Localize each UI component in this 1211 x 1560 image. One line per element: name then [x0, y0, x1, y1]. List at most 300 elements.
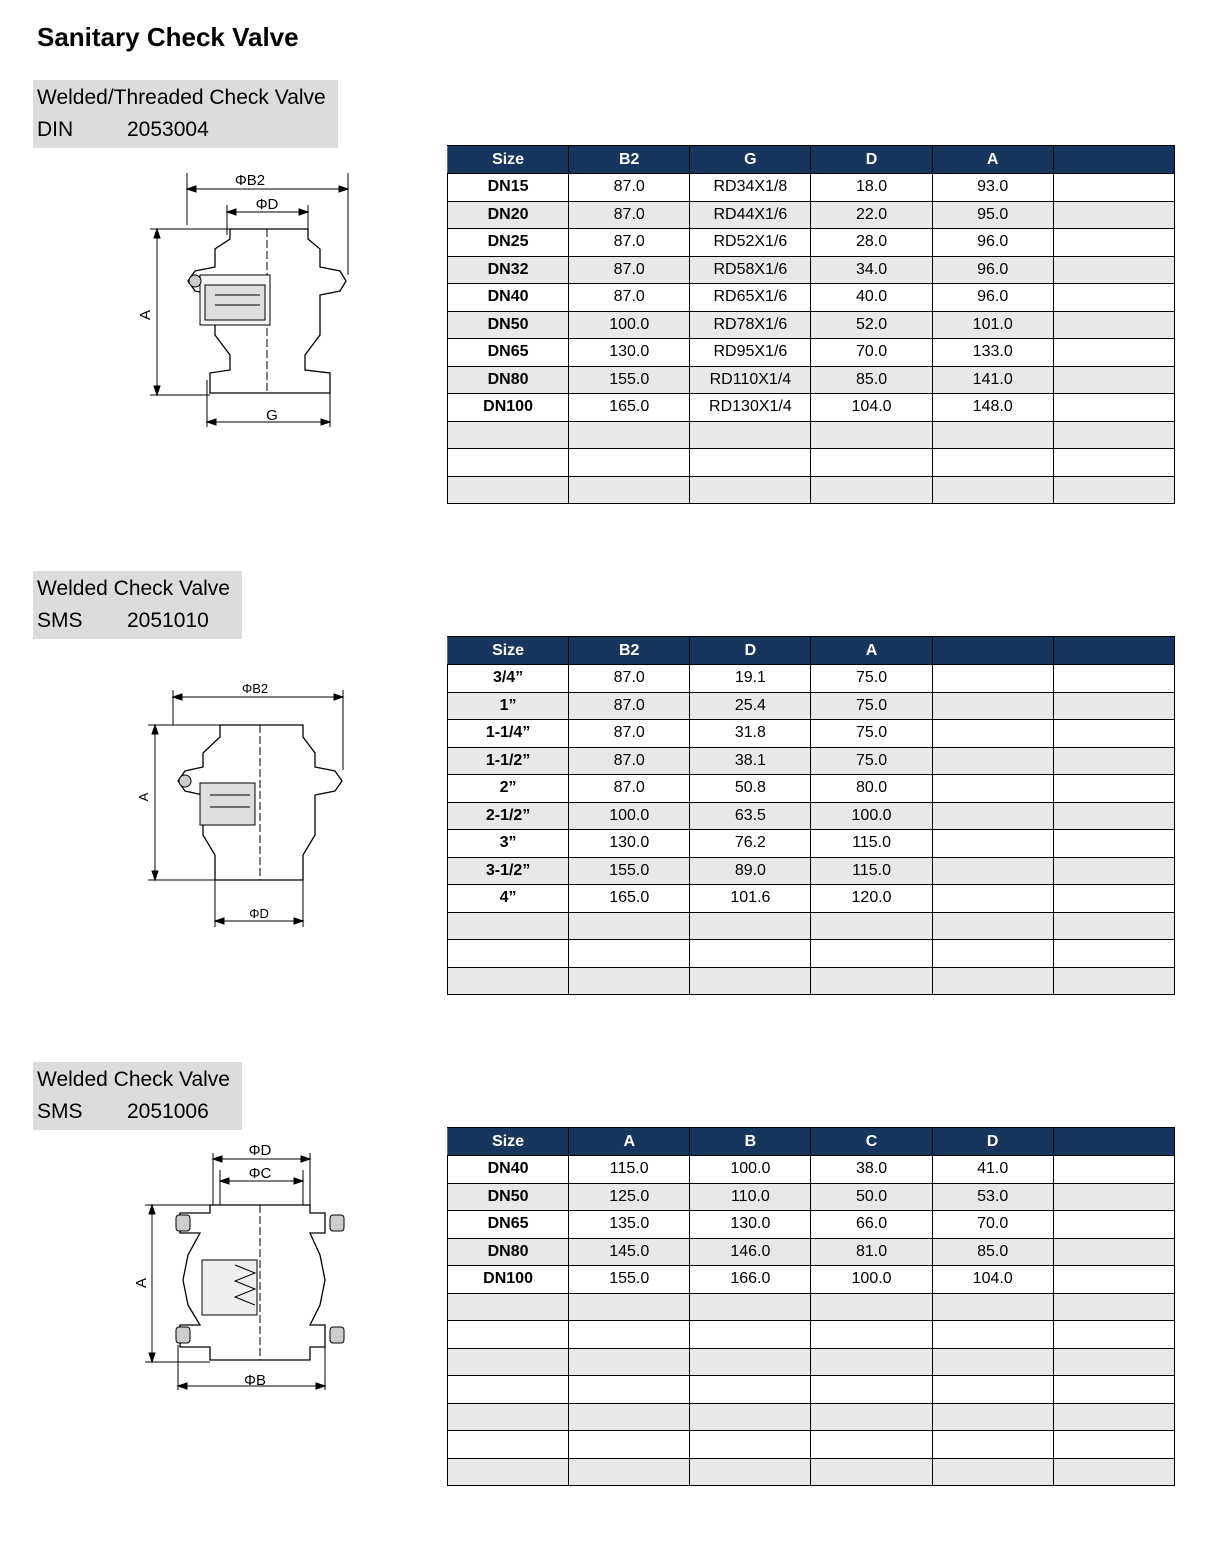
table-cell: 100.0 — [690, 1156, 811, 1184]
table-cell — [811, 449, 932, 477]
valve-drawing-sms-2051006 — [130, 1135, 360, 1395]
table-cell — [1053, 830, 1174, 858]
size-cell — [448, 449, 569, 477]
table-cell: 81.0 — [811, 1238, 932, 1266]
table-cell: 87.0 — [569, 692, 690, 720]
table-cell: 96.0 — [932, 284, 1053, 312]
table-cell: 110.0 — [690, 1183, 811, 1211]
column-header: Size — [448, 146, 569, 174]
size-cell — [448, 421, 569, 449]
size-cell — [448, 1293, 569, 1321]
table-cell: 101.0 — [932, 311, 1053, 339]
table-cell: 50.8 — [690, 775, 811, 803]
table-cell — [1053, 1458, 1174, 1486]
table-cell — [569, 912, 690, 940]
table-cell: 145.0 — [569, 1238, 690, 1266]
column-header: D — [690, 637, 811, 665]
table-row — [448, 967, 1175, 995]
label-a: A — [136, 792, 151, 802]
section-standard: SMS — [37, 1100, 83, 1123]
table-cell: 125.0 — [569, 1183, 690, 1211]
table-cell: RD52X1/6 — [690, 229, 811, 257]
size-cell — [448, 1321, 569, 1349]
table-cell: 38.0 — [811, 1156, 932, 1184]
table-cell: 155.0 — [569, 1266, 690, 1294]
column-header — [932, 637, 1053, 665]
size-cell: DN80 — [448, 1238, 569, 1266]
table-cell — [1053, 692, 1174, 720]
table-cell: 100.0 — [811, 1266, 932, 1294]
table-row — [448, 421, 1175, 449]
table-row — [448, 1431, 1175, 1459]
table-cell — [932, 1321, 1053, 1349]
table-cell — [1053, 366, 1174, 394]
table-cell — [1053, 1183, 1174, 1211]
table-cell — [932, 885, 1053, 913]
valve-drawing-din — [130, 165, 360, 430]
table-cell — [932, 720, 1053, 748]
section-code: 2051006 — [127, 1100, 209, 1123]
table-cell — [569, 449, 690, 477]
size-cell: DN100 — [448, 394, 569, 422]
table-cell: 25.4 — [690, 692, 811, 720]
table-cell — [569, 1376, 690, 1404]
table-cell: 104.0 — [932, 1266, 1053, 1294]
table-cell — [811, 476, 932, 504]
table-cell: 87.0 — [569, 256, 690, 284]
table-cell — [1053, 421, 1174, 449]
table-row — [448, 284, 1175, 312]
table-cell — [1053, 449, 1174, 477]
table-cell: RD78X1/6 — [690, 311, 811, 339]
label-a: A — [133, 1277, 150, 1289]
table-cell: 76.2 — [690, 830, 811, 858]
size-cell: DN50 — [448, 1183, 569, 1211]
column-header: A — [811, 637, 932, 665]
table-cell: 115.0 — [569, 1156, 690, 1184]
table-cell: 75.0 — [811, 665, 932, 693]
table-cell — [569, 1348, 690, 1376]
table-row — [448, 1266, 1175, 1294]
table-cell — [811, 940, 932, 968]
size-cell — [448, 476, 569, 504]
table-cell: 96.0 — [932, 229, 1053, 257]
size-cell: 4” — [448, 885, 569, 913]
table-cell — [1053, 775, 1174, 803]
table-cell — [1053, 1431, 1174, 1459]
table-cell — [1053, 476, 1174, 504]
table-cell — [690, 1348, 811, 1376]
table-row — [448, 912, 1175, 940]
table-row — [448, 1458, 1175, 1486]
table-row — [448, 720, 1175, 748]
section-name: Welded Check Valve — [37, 577, 230, 600]
size-cell — [448, 1376, 569, 1404]
table-row — [448, 1211, 1175, 1239]
size-cell: DN100 — [448, 1266, 569, 1294]
table-cell — [1053, 201, 1174, 229]
table-cell: 155.0 — [569, 366, 690, 394]
table-cell: RD130X1/4 — [690, 394, 811, 422]
table-cell — [569, 1321, 690, 1349]
table-cell — [932, 967, 1053, 995]
table-cell — [811, 912, 932, 940]
table-cell: 50.0 — [811, 1183, 932, 1211]
table-cell — [569, 1458, 690, 1486]
table-cell: 75.0 — [811, 747, 932, 775]
table-cell — [932, 747, 1053, 775]
table-cell — [932, 912, 1053, 940]
section-name: Welded Check Valve — [37, 1068, 230, 1091]
table-cell — [1053, 1266, 1174, 1294]
table-cell — [1053, 1211, 1174, 1239]
table-cell: 87.0 — [569, 665, 690, 693]
column-header: G — [690, 146, 811, 174]
table-row — [448, 1293, 1175, 1321]
table-cell — [690, 1431, 811, 1459]
table-cell: 165.0 — [569, 885, 690, 913]
size-cell: DN50 — [448, 311, 569, 339]
table-cell: 148.0 — [932, 394, 1053, 422]
table-cell: 104.0 — [811, 394, 932, 422]
spec-table-sms-2051010 — [447, 636, 1175, 995]
size-cell — [448, 1458, 569, 1486]
table-cell — [932, 692, 1053, 720]
table-cell: RD110X1/4 — [690, 366, 811, 394]
table-cell — [811, 1403, 932, 1431]
table-cell — [811, 967, 932, 995]
table-cell: 28.0 — [811, 229, 932, 257]
table-cell — [569, 967, 690, 995]
column-header: D — [932, 1128, 1053, 1156]
table-cell — [932, 830, 1053, 858]
label-g: G — [266, 407, 278, 424]
table-row — [448, 747, 1175, 775]
section-standard: DIN — [37, 118, 74, 141]
table-row — [448, 256, 1175, 284]
table-cell — [1053, 747, 1174, 775]
table-cell — [569, 1403, 690, 1431]
table-row — [448, 311, 1175, 339]
label-b2: ΦB2 — [234, 172, 266, 189]
table-cell — [932, 1376, 1053, 1404]
table-row — [448, 1403, 1175, 1431]
size-cell: 2-1/2” — [448, 802, 569, 830]
size-cell: 3-1/2” — [448, 857, 569, 885]
size-cell: 1” — [448, 692, 569, 720]
table-cell — [1053, 1293, 1174, 1321]
label-c: ΦC — [248, 1165, 272, 1182]
table-cell — [1053, 1238, 1174, 1266]
column-header: A — [569, 1128, 690, 1156]
section-label-sms-2051006 — [33, 1062, 242, 1130]
table-cell — [569, 1431, 690, 1459]
table-cell: 115.0 — [811, 830, 932, 858]
column-header: Size — [448, 1128, 569, 1156]
table-cell — [932, 665, 1053, 693]
table-cell: 100.0 — [569, 311, 690, 339]
table-cell: RD95X1/6 — [690, 339, 811, 367]
table-row — [448, 940, 1175, 968]
column-header: Size — [448, 637, 569, 665]
table-cell — [1053, 912, 1174, 940]
size-cell: DN32 — [448, 256, 569, 284]
table-cell: 18.0 — [811, 174, 932, 202]
table-cell: RD58X1/6 — [690, 256, 811, 284]
table-row — [448, 229, 1175, 257]
table-cell — [932, 775, 1053, 803]
column-header: B2 — [569, 146, 690, 174]
table-cell — [690, 912, 811, 940]
label-b2: ΦB2 — [241, 681, 269, 696]
table-row — [448, 802, 1175, 830]
table-cell — [932, 1293, 1053, 1321]
table-cell — [1053, 1376, 1174, 1404]
table-cell — [1053, 284, 1174, 312]
table-cell — [690, 1403, 811, 1431]
size-cell: 2” — [448, 775, 569, 803]
table-cell: 66.0 — [811, 1211, 932, 1239]
table-cell — [1053, 857, 1174, 885]
table-cell — [811, 1458, 932, 1486]
valve-drawing-sms-2051010 — [130, 675, 360, 935]
section-code: 2053004 — [127, 118, 209, 141]
table-cell — [932, 476, 1053, 504]
column-header: B — [690, 1128, 811, 1156]
table-cell — [690, 1321, 811, 1349]
table-row — [448, 394, 1175, 422]
table-cell — [1053, 1348, 1174, 1376]
table-cell: 85.0 — [811, 366, 932, 394]
table-cell — [1053, 720, 1174, 748]
table-cell — [811, 1293, 932, 1321]
table-cell — [1053, 665, 1174, 693]
table-cell: 155.0 — [569, 857, 690, 885]
table-cell — [932, 449, 1053, 477]
section-label-din-2053004 — [33, 80, 338, 148]
table-cell — [1053, 940, 1174, 968]
table-cell — [1053, 229, 1174, 257]
column-header: B2 — [569, 637, 690, 665]
table-cell — [1053, 967, 1174, 995]
table-row — [448, 1183, 1175, 1211]
table-cell — [932, 802, 1053, 830]
table-cell — [811, 1376, 932, 1404]
table-cell — [569, 421, 690, 449]
table-cell: RD65X1/6 — [690, 284, 811, 312]
table-cell: 130.0 — [569, 830, 690, 858]
table-cell — [1053, 1156, 1174, 1184]
table-cell — [1053, 174, 1174, 202]
table-cell — [569, 940, 690, 968]
table-row — [448, 449, 1175, 477]
label-a: A — [137, 309, 154, 321]
size-cell: DN40 — [448, 1156, 569, 1184]
table-cell: 52.0 — [811, 311, 932, 339]
table-cell — [1053, 1321, 1174, 1349]
table-row — [448, 692, 1175, 720]
table-cell: 133.0 — [932, 339, 1053, 367]
table-cell: 87.0 — [569, 720, 690, 748]
table-cell: 87.0 — [569, 229, 690, 257]
table-cell: 166.0 — [690, 1266, 811, 1294]
table-cell: 41.0 — [932, 1156, 1053, 1184]
section-standard: SMS — [37, 609, 83, 632]
table-cell — [811, 1431, 932, 1459]
column-header: D — [811, 146, 932, 174]
section-label-sms-2051010 — [33, 571, 242, 639]
table-row — [448, 1321, 1175, 1349]
table-row — [448, 339, 1175, 367]
table-cell: 38.1 — [690, 747, 811, 775]
table-cell — [1053, 311, 1174, 339]
table-cell — [1053, 802, 1174, 830]
table-cell: 34.0 — [811, 256, 932, 284]
label-d: ΦD — [249, 906, 269, 921]
spec-table-din-2053004 — [447, 145, 1175, 504]
size-cell: DN15 — [448, 174, 569, 202]
table-cell — [690, 1376, 811, 1404]
table-cell — [690, 1458, 811, 1486]
label-d: ΦD — [248, 1142, 272, 1159]
table-cell: 75.0 — [811, 692, 932, 720]
size-cell: 3” — [448, 830, 569, 858]
size-cell: 1-1/4” — [448, 720, 569, 748]
table-cell: 101.6 — [690, 885, 811, 913]
size-cell: DN80 — [448, 366, 569, 394]
label-d: ΦD — [255, 196, 279, 213]
table-cell: 87.0 — [569, 775, 690, 803]
table-cell — [690, 967, 811, 995]
table-cell: 22.0 — [811, 201, 932, 229]
table-cell: 87.0 — [569, 201, 690, 229]
table-cell: 100.0 — [569, 802, 690, 830]
size-cell: 1-1/2” — [448, 747, 569, 775]
table-row — [448, 1238, 1175, 1266]
table-cell — [811, 1348, 932, 1376]
size-cell — [448, 1403, 569, 1431]
table-cell: 87.0 — [569, 174, 690, 202]
table-cell: 120.0 — [811, 885, 932, 913]
table-cell: 141.0 — [932, 366, 1053, 394]
size-cell: DN20 — [448, 201, 569, 229]
section-code: 2051010 — [127, 609, 209, 632]
table-cell: 63.5 — [690, 802, 811, 830]
table-cell — [1053, 1403, 1174, 1431]
table-cell — [932, 940, 1053, 968]
table-cell: 19.1 — [690, 665, 811, 693]
table-cell: 115.0 — [811, 857, 932, 885]
table-cell: 100.0 — [811, 802, 932, 830]
table-cell — [1053, 256, 1174, 284]
size-cell: DN65 — [448, 339, 569, 367]
table-row — [448, 174, 1175, 202]
size-cell: DN65 — [448, 1211, 569, 1239]
table-cell: RD34X1/8 — [690, 174, 811, 202]
table-row — [448, 775, 1175, 803]
table-cell — [932, 421, 1053, 449]
table-cell: RD44X1/6 — [690, 201, 811, 229]
table-cell: 70.0 — [932, 1211, 1053, 1239]
page-title: Sanitary Check Valve — [37, 22, 299, 52]
table-cell — [811, 421, 932, 449]
table-cell — [1053, 394, 1174, 422]
table-cell — [811, 1321, 932, 1349]
table-cell — [1053, 339, 1174, 367]
table-cell: 40.0 — [811, 284, 932, 312]
spec-table-sms-2051006 — [447, 1127, 1175, 1486]
table-row — [448, 1348, 1175, 1376]
table-cell: 135.0 — [569, 1211, 690, 1239]
table-cell: 165.0 — [569, 394, 690, 422]
table-cell: 87.0 — [569, 747, 690, 775]
table-cell: 96.0 — [932, 256, 1053, 284]
table-cell: 31.8 — [690, 720, 811, 748]
table-cell: 130.0 — [569, 339, 690, 367]
table-cell: 95.0 — [932, 201, 1053, 229]
size-cell: DN25 — [448, 229, 569, 257]
table-row — [448, 366, 1175, 394]
table-cell: 75.0 — [811, 720, 932, 748]
size-cell — [448, 967, 569, 995]
column-header: C — [811, 1128, 932, 1156]
table-cell: 146.0 — [690, 1238, 811, 1266]
table-cell: 85.0 — [932, 1238, 1053, 1266]
table-cell: 80.0 — [811, 775, 932, 803]
table-cell — [932, 1431, 1053, 1459]
size-cell — [448, 1348, 569, 1376]
size-cell — [448, 940, 569, 968]
size-cell — [448, 912, 569, 940]
table-cell — [690, 476, 811, 504]
column-header — [1053, 637, 1174, 665]
table-cell — [569, 1293, 690, 1321]
size-cell: 3/4” — [448, 665, 569, 693]
table-cell — [1053, 885, 1174, 913]
table-row — [448, 476, 1175, 504]
table-cell — [690, 449, 811, 477]
table-row — [448, 830, 1175, 858]
table-cell — [690, 421, 811, 449]
table-row — [448, 857, 1175, 885]
table-cell: 70.0 — [811, 339, 932, 367]
table-cell — [932, 1348, 1053, 1376]
size-cell — [448, 1431, 569, 1459]
column-header — [1053, 1128, 1174, 1156]
table-cell: 130.0 — [690, 1211, 811, 1239]
label-b: ΦB — [244, 1372, 266, 1389]
table-cell — [690, 1293, 811, 1321]
table-row — [448, 885, 1175, 913]
column-header: A — [932, 146, 1053, 174]
table-cell: 87.0 — [569, 284, 690, 312]
section-name: Welded/Threaded Check Valve — [37, 86, 326, 109]
table-cell: 93.0 — [932, 174, 1053, 202]
table-cell — [690, 940, 811, 968]
table-row — [448, 665, 1175, 693]
table-cell — [569, 476, 690, 504]
table-row — [448, 201, 1175, 229]
column-header — [1053, 146, 1174, 174]
table-cell: 53.0 — [932, 1183, 1053, 1211]
size-cell: DN40 — [448, 284, 569, 312]
table-row — [448, 1156, 1175, 1184]
table-cell — [932, 1458, 1053, 1486]
table-row — [448, 1376, 1175, 1404]
table-cell — [932, 1403, 1053, 1431]
table-cell: 89.0 — [690, 857, 811, 885]
table-cell — [932, 857, 1053, 885]
